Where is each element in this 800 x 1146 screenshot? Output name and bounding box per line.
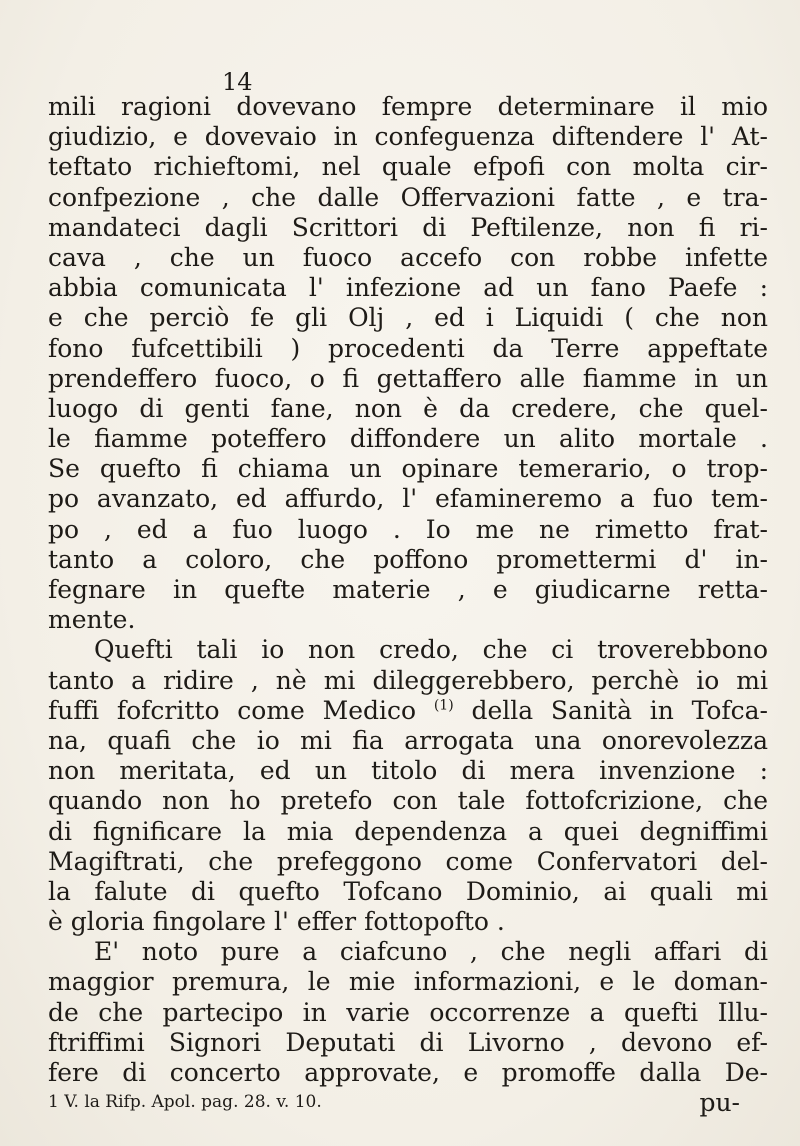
text-line: teftato richieftomi, nel quale efpofi con molta cir-: [48, 152, 768, 182]
text-line: tanto a coloro, che poffono promettermi d' in-: [48, 544, 768, 574]
page-number: 14: [222, 68, 253, 96]
text-line: fono fufcettibili ) procedenti da Terre appeftate: [48, 333, 768, 363]
text-line: Se quefto fi chiama un opinare temerario, o trop-: [48, 454, 768, 484]
text-line: E' noto pure a ciafcuno , che negli affari di: [94, 937, 768, 967]
text-line: confpezione , che dalle Offervazioni fatte , e tra-: [48, 182, 768, 212]
text-line: Quefti tali io non credo, che ci troverebbono: [94, 635, 768, 665]
text-line: non meritata, ed un titolo di mera invenzione :: [48, 756, 768, 786]
footnote-reference: (1): [433, 697, 454, 714]
catchword: pu-: [699, 1088, 740, 1118]
text-line: de che partecipo in varie occorrenze a quefti Illu-: [48, 997, 768, 1027]
text-line: po , ed a fuo luogo . Io me ne rimetto frat-: [48, 514, 768, 544]
text-line: luogo di genti fane, non è da credere, che quel-: [48, 393, 768, 423]
text-line: e che perciò fe gli Olj , ed i Liquidi ( che non: [48, 303, 768, 333]
text-line: mente.: [48, 605, 136, 635]
text-line: po avanzato, ed affurdo, l' efamineremo a fuo tem-: [48, 484, 768, 514]
text-fragment: della Sanità in Tofca-: [471, 695, 768, 725]
text-line: fegnare in quefte materie , e giudicarne retta-: [48, 575, 768, 604]
text-line: Magiftrati, che prefeggono come Confervatori del-: [48, 846, 768, 876]
text-line: abbia comunicata l' infezione ad un fano Paefe :: [48, 273, 768, 303]
text-line: è gloria fingolare l' effer fottopofto .: [48, 907, 505, 937]
text-line: fere di concerto approvate, e promoffe dalla De-: [48, 1058, 768, 1087]
text-line: prendeffero fuoco, o fi gettaffero alle fiamme in un: [48, 363, 768, 393]
text-line: mandateci dagli Scrittori di Peftilenze, non fi ri-: [48, 212, 768, 242]
text-line: la falute di quefto Tofcano Dominio, ai quali mi: [48, 876, 768, 906]
text-line: giudizio, e dovevaio in confeguenza diftendere l' At-: [48, 122, 768, 152]
text-line: mili ragioni dovevano fempre determinare il mio: [48, 92, 768, 121]
text-line: na, quafi che io mi fia arrogata una onorevolezza: [48, 725, 768, 755]
text-line: tanto a ridire , nè mi dileggerebbero, perchè io mi: [48, 665, 768, 695]
text-line: maggior premura, le mie informazioni, e le doman-: [48, 967, 768, 997]
text-line-with-footnote: [48, 696, 768, 726]
footnote: 1 V. la Rifp. Apol. pag. 28. v. 10.: [48, 1092, 322, 1112]
body-text: [48, 92, 768, 1118]
text-fragment: fuffi fofcritto come Medico: [48, 695, 417, 725]
text-line: cava , che un fuoco accefo con robbe infette: [48, 242, 768, 272]
text-line: di fignificare la mia dependenza a quei degniffimi: [48, 816, 768, 846]
text-line: ftriffimi Signori Deputati di Livorno , devono ef-: [48, 1027, 768, 1057]
text-line: le fiamme poteffero diffondere un alito mortale .: [48, 424, 768, 454]
text-line: quando non ho pretefo con tale fottofcrizione, che: [48, 786, 768, 816]
